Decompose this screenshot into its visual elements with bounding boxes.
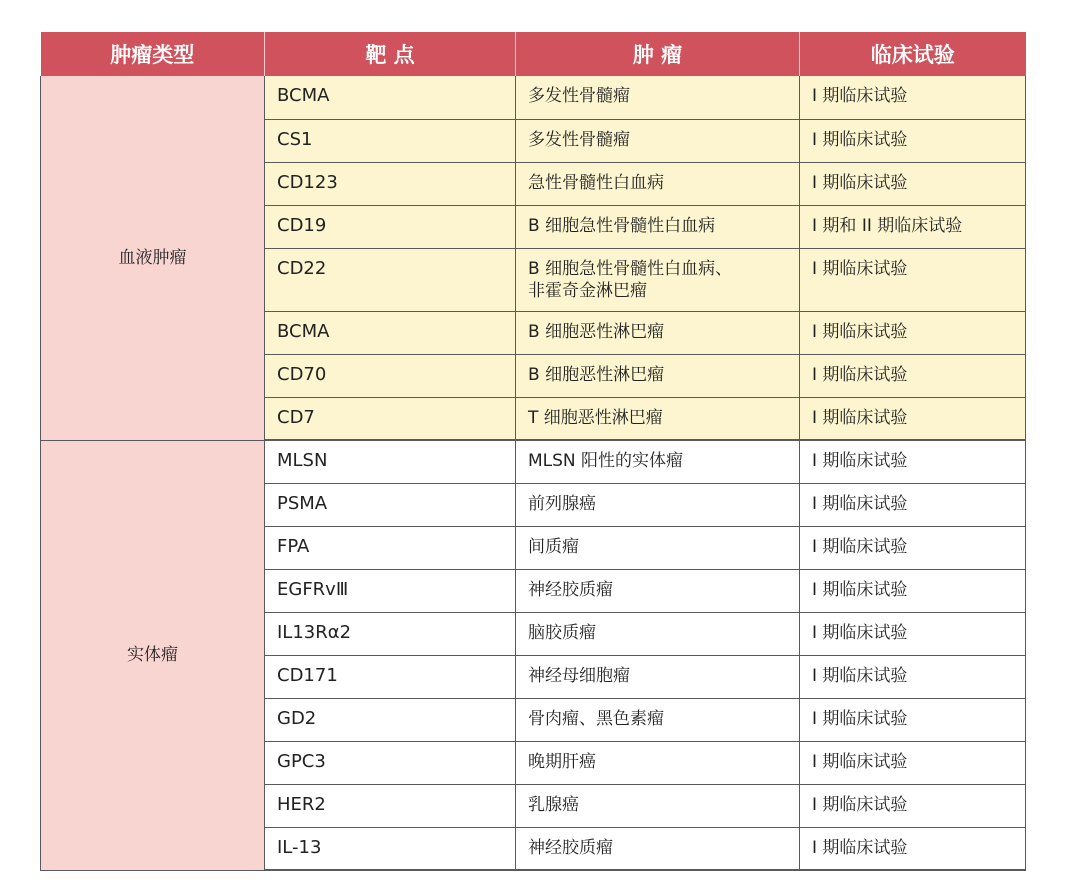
tumor-line: 非霍奇金淋巴瘤 (528, 280, 647, 301)
target-cell: CD70 (265, 354, 516, 397)
tumor-cell (516, 698, 800, 741)
target-cell: GD2 (265, 698, 516, 741)
tumor-cell (516, 119, 800, 162)
clinical-trial-cell: I 期临床试验 (800, 784, 1026, 827)
tumor-cell (516, 483, 800, 526)
target-cell: BCMA (265, 76, 516, 119)
clinical-trial-cell: I 期临床试验 (800, 526, 1026, 569)
clinical-trial-cell: I 期临床试验 (800, 119, 1026, 162)
tumor-cell (516, 162, 800, 205)
header-row (41, 32, 1026, 76)
tumor-cell (516, 76, 800, 119)
clinical-trial-cell: I 期临床试验 (800, 483, 1026, 526)
tumor-cell (516, 354, 800, 397)
tumor-cell (516, 827, 800, 870)
tumor-target-table (40, 32, 1026, 871)
header-tumor-type: 肿瘤类型 (41, 32, 265, 76)
table-row (41, 76, 1026, 119)
tumor-line: 骨肉瘤、黑色素瘤 (528, 708, 664, 729)
target-cell: CD123 (265, 162, 516, 205)
target-cell: GPC3 (265, 741, 516, 784)
tumor-line: B 细胞恶性淋巴瘤 (528, 321, 665, 342)
clinical-trial-cell: I 期和 II 期临床试验 (800, 205, 1026, 248)
target-cell: IL13Rα2 (265, 612, 516, 655)
tumor-line: 脑胶质瘤 (528, 622, 596, 643)
tumor-line: MLSN 阳性的实体瘤 (528, 451, 684, 471)
tumor-cell (516, 248, 800, 311)
target-cell: EGFRvⅢ (265, 569, 516, 612)
clinical-trial-cell: I 期临床试验 (800, 354, 1026, 397)
tumor-line: B 细胞急性骨髓性白血病、 (528, 258, 733, 279)
header-tumor: 肿 瘤 (516, 32, 800, 76)
clinical-trial-cell: I 期临床试验 (800, 440, 1026, 483)
tumor-cell (516, 569, 800, 612)
tumor-cell (516, 205, 800, 248)
tumor-line: 神经胶质瘤 (528, 579, 613, 600)
target-cell: MLSN (265, 440, 516, 483)
target-cell: CS1 (265, 119, 516, 162)
header-clinical-trial: 临床试验 (800, 32, 1026, 76)
header-target: 靶 点 (265, 32, 516, 76)
clinical-trial-cell: I 期临床试验 (800, 248, 1026, 311)
clinical-trial-cell: I 期临床试验 (800, 397, 1026, 440)
clinical-trial-cell: I 期临床试验 (800, 698, 1026, 741)
tumor-line: 急性骨髓性白血病 (528, 172, 664, 193)
target-cell: IL-13 (265, 827, 516, 870)
clinical-trial-cell: I 期临床试验 (800, 311, 1026, 354)
tumor-line: 前列腺癌 (528, 493, 596, 514)
target-cell: CD22 (265, 248, 516, 311)
clinical-trial-cell: I 期临床试验 (800, 162, 1026, 205)
tumor-line: 乳腺癌 (528, 794, 579, 815)
target-cell: BCMA (265, 311, 516, 354)
target-cell: CD171 (265, 655, 516, 698)
tumor-line: B 细胞急性骨髓性白血病 (528, 215, 716, 236)
target-cell: CD7 (265, 397, 516, 440)
tumor-line: 神经胶质瘤 (528, 837, 613, 858)
target-cell: HER2 (265, 784, 516, 827)
tumor-line: 晚期肝癌 (528, 751, 596, 772)
tumor-cell (516, 612, 800, 655)
clinical-trial-cell: I 期临床试验 (800, 827, 1026, 870)
tumor-cell (516, 311, 800, 354)
tumor-cell (516, 784, 800, 827)
clinical-trial-cell: I 期临床试验 (800, 741, 1026, 784)
target-cell: FPA (265, 526, 516, 569)
tumor-type-cell: 实体瘤 (41, 440, 265, 870)
target-cell: CD19 (265, 205, 516, 248)
tumor-line: B 细胞恶性淋巴瘤 (528, 364, 665, 385)
tumor-cell (516, 655, 800, 698)
tumor-cell (516, 440, 800, 483)
target-cell: PSMA (265, 483, 516, 526)
tumor-cell (516, 397, 800, 440)
table-row (41, 440, 1026, 483)
clinical-trial-cell: I 期临床试验 (800, 569, 1026, 612)
tumor-line: 间质瘤 (528, 536, 579, 557)
clinical-trial-cell: I 期临床试验 (800, 612, 1026, 655)
clinical-trial-cell: I 期临床试验 (800, 655, 1026, 698)
tumor-line: T 细胞恶性淋巴瘤 (528, 407, 663, 428)
tumor-line: 多发性骨髓瘤 (528, 86, 630, 106)
tumor-line: 神经母细胞瘤 (528, 665, 630, 686)
clinical-trial-cell: I 期临床试验 (800, 76, 1026, 119)
tumor-cell (516, 741, 800, 784)
tumor-cell (516, 526, 800, 569)
tumor-line: 多发性骨髓瘤 (528, 129, 630, 150)
tumor-type-cell: 血液肿瘤 (41, 76, 265, 440)
